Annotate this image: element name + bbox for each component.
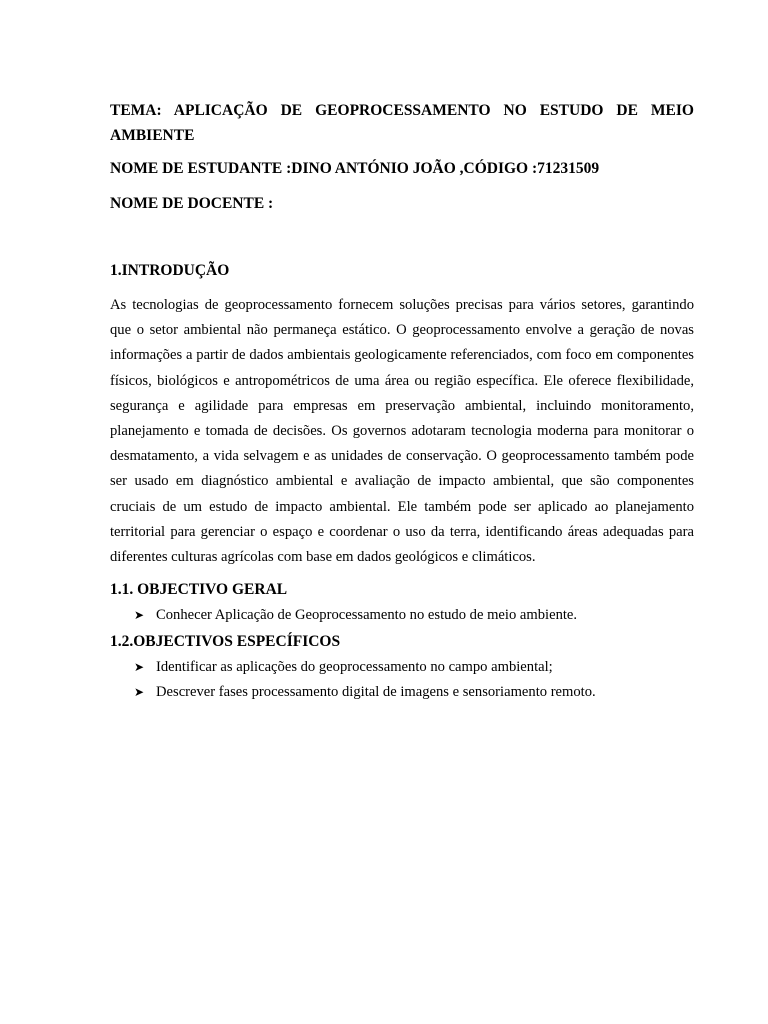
list-item-text: Conhecer Aplicação de Geoprocessamento no estudo de meio ambiente. [156,607,578,624]
document-title [110,98,694,148]
list-item-text: Identificar as aplicações do geoprocessamento no campo ambiental; [156,659,553,676]
student-info: NOME DE ESTUDANTE :DINO ANTÓNIO JOÃO ,CÓDIGO :71231509 [110,160,600,177]
title-line-2: AMBIENTE [110,127,195,144]
general-objective-heading: 1.1. OBJECTIVO GERAL [110,581,288,599]
arrowhead-bullet-icon: ➤ [134,608,145,623]
document-page [110,98,694,705]
docente-info: NOME DE DOCENTE : [110,195,274,212]
specific-objectives-list [110,655,694,705]
list-item-text: Descrever fases processamento digital de imagens e sensoriamento remoto. [156,684,596,701]
introduction-paragraph: As tecnologias de geoprocessamento fornecem soluções precisas para vários setores, garantindo que o setor ambiental não permaneça estático. O geoprocessamento envolve a geração de novas informações a partir de dados ambientais geologicamente referenciados, com foco em componentes físicos, biológicos e antropométricos de uma área ou região específica. Ele oferece flexibilidade, segurança e agilidade para empresas em preservação ambiental, incluindo monitoramento, planejamento e tomada de decisões. Os governos adotaram tecnologia moderna para monitorar o desmatamento, a vida selvagem e as unidades de conservação. O geoprocessamento também pode ser usado em diagnóstico ambiental e avaliação de impacto ambiental, que são componentes cruciais de um estudo de impacto ambiental. Ele também pode ser aplicado ao planejamento territorial para gerenciar o espaço e coordenar o uso da terra, identificando áreas adequadas para diferentes culturas agrícolas com base em dados geológicos e climáticos. [110,297,694,566]
list-item [110,655,694,680]
arrowhead-bullet-icon: ➤ [134,685,145,700]
specific-objectives-heading: 1.2.OBJECTIVOS ESPECÍFICOS [110,633,341,651]
list-item [110,603,694,628]
title-line-1: TEMA: APLICAÇÃO DE GEOPROCESSAMENTO NO ESTUDO DE MEIO [110,102,694,119]
general-objective-list [110,603,694,628]
arrowhead-bullet-icon: ➤ [134,660,145,675]
introduction-heading: 1.INTRODUÇÃO [110,262,230,279]
list-item [110,680,694,705]
